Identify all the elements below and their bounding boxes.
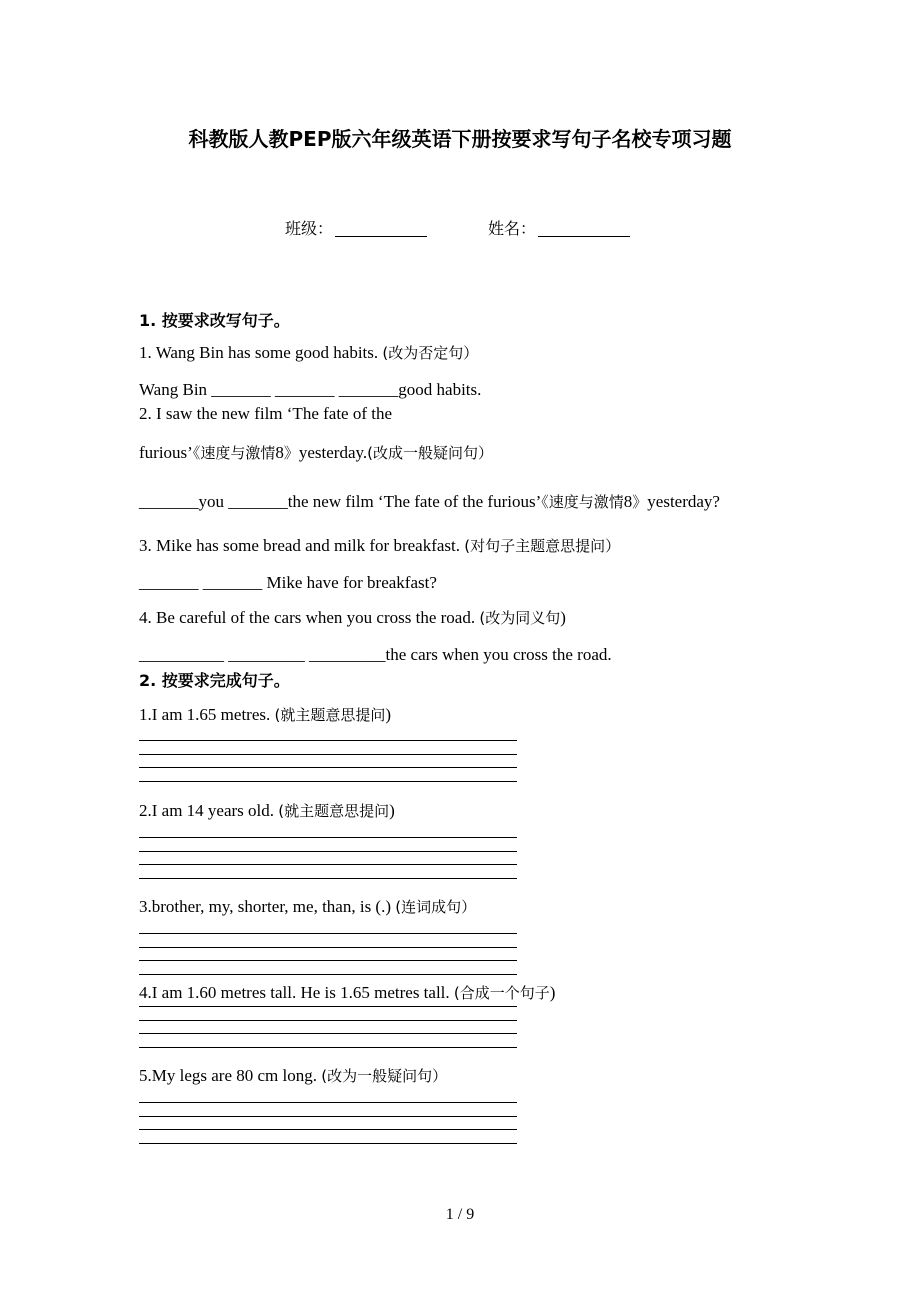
answer-line[interactable] [139,837,517,838]
answer-line[interactable] [139,1102,517,1103]
s1-q4-answer[interactable]: __________ _________ _________the cars when you cross the road. [139,645,612,664]
s2-q1-prompt: 1.I am 1.65 metres. (就主题意思提问) [139,705,392,724]
answer-line[interactable] [139,1116,517,1117]
answer-line[interactable] [139,974,517,975]
page-title: 科教版人教PEP版六年级英语下册按要求写句子名校专项习题 [188,127,732,151]
name-blank[interactable] [538,236,630,237]
s1-q4-prompt: 4. Be careful of the cars when you cross the road. (改为同义句) [139,608,566,627]
answer-line[interactable] [139,1143,517,1144]
answer-line[interactable] [139,864,517,865]
name-label: 姓名： [488,219,537,238]
s2-q4-prompt: 4.I am 1.60 metres tall. He is 1.65 metres tall. (合成一个句子) [139,983,556,1002]
answer-line[interactable] [139,1020,517,1021]
section2-heading: 2. 按要求完成句子。 [139,671,290,690]
name-field [488,216,630,239]
s1-q2-answer[interactable]: _______you _______the new film ‘The fate of the furious’《速度与激情8》yesterday? [139,492,720,511]
s1-q1-answer[interactable]: Wang Bin _______ _______ _______good habits. [139,380,482,399]
answer-line[interactable] [139,960,517,961]
s1-q1-prompt: 1. Wang Bin has some good habits. (改为否定句） [139,343,479,362]
answer-line[interactable] [139,740,517,741]
s2-q2-prompt: 2.I am 14 years old. (就主题意思提问) [139,801,395,820]
answer-line[interactable] [139,767,517,768]
s2-q3-prompt: 3.brother, my, shorter, me, than, is (.) (连词成句） [139,897,477,916]
answer-line[interactable] [139,1033,517,1034]
s1-q3-answer[interactable]: _______ _______ Mike have for breakfast? [139,573,437,592]
answer-line[interactable] [139,878,517,879]
answer-line[interactable] [139,933,517,934]
s2-q5-prompt: 5.My legs are 80 cm long. (改为一般疑问句） [139,1066,448,1085]
answer-line[interactable] [139,1129,517,1130]
answer-line[interactable] [139,1047,517,1048]
s1-q2-prompt-line2: furious’《速度与激情8》yesterday.(改成一般疑问句） [139,443,494,462]
answer-line[interactable] [139,781,517,782]
answer-line[interactable] [139,851,517,852]
answer-line[interactable] [139,754,517,755]
s1-q2-prompt-line1: 2. I saw the new film ‘The fate of the [139,404,393,423]
section1-heading: 1. 按要求改写句子。 [139,311,290,330]
class-label: 班级： [285,219,334,238]
answer-line[interactable] [139,947,517,948]
class-field [285,216,427,239]
s1-q3-prompt: 3. Mike has some bread and milk for breakfast. (对句子主题意思提问） [139,536,621,555]
page-number: 1 / 9 [445,1206,475,1223]
answer-line[interactable] [139,1006,517,1007]
class-blank[interactable] [335,236,427,237]
